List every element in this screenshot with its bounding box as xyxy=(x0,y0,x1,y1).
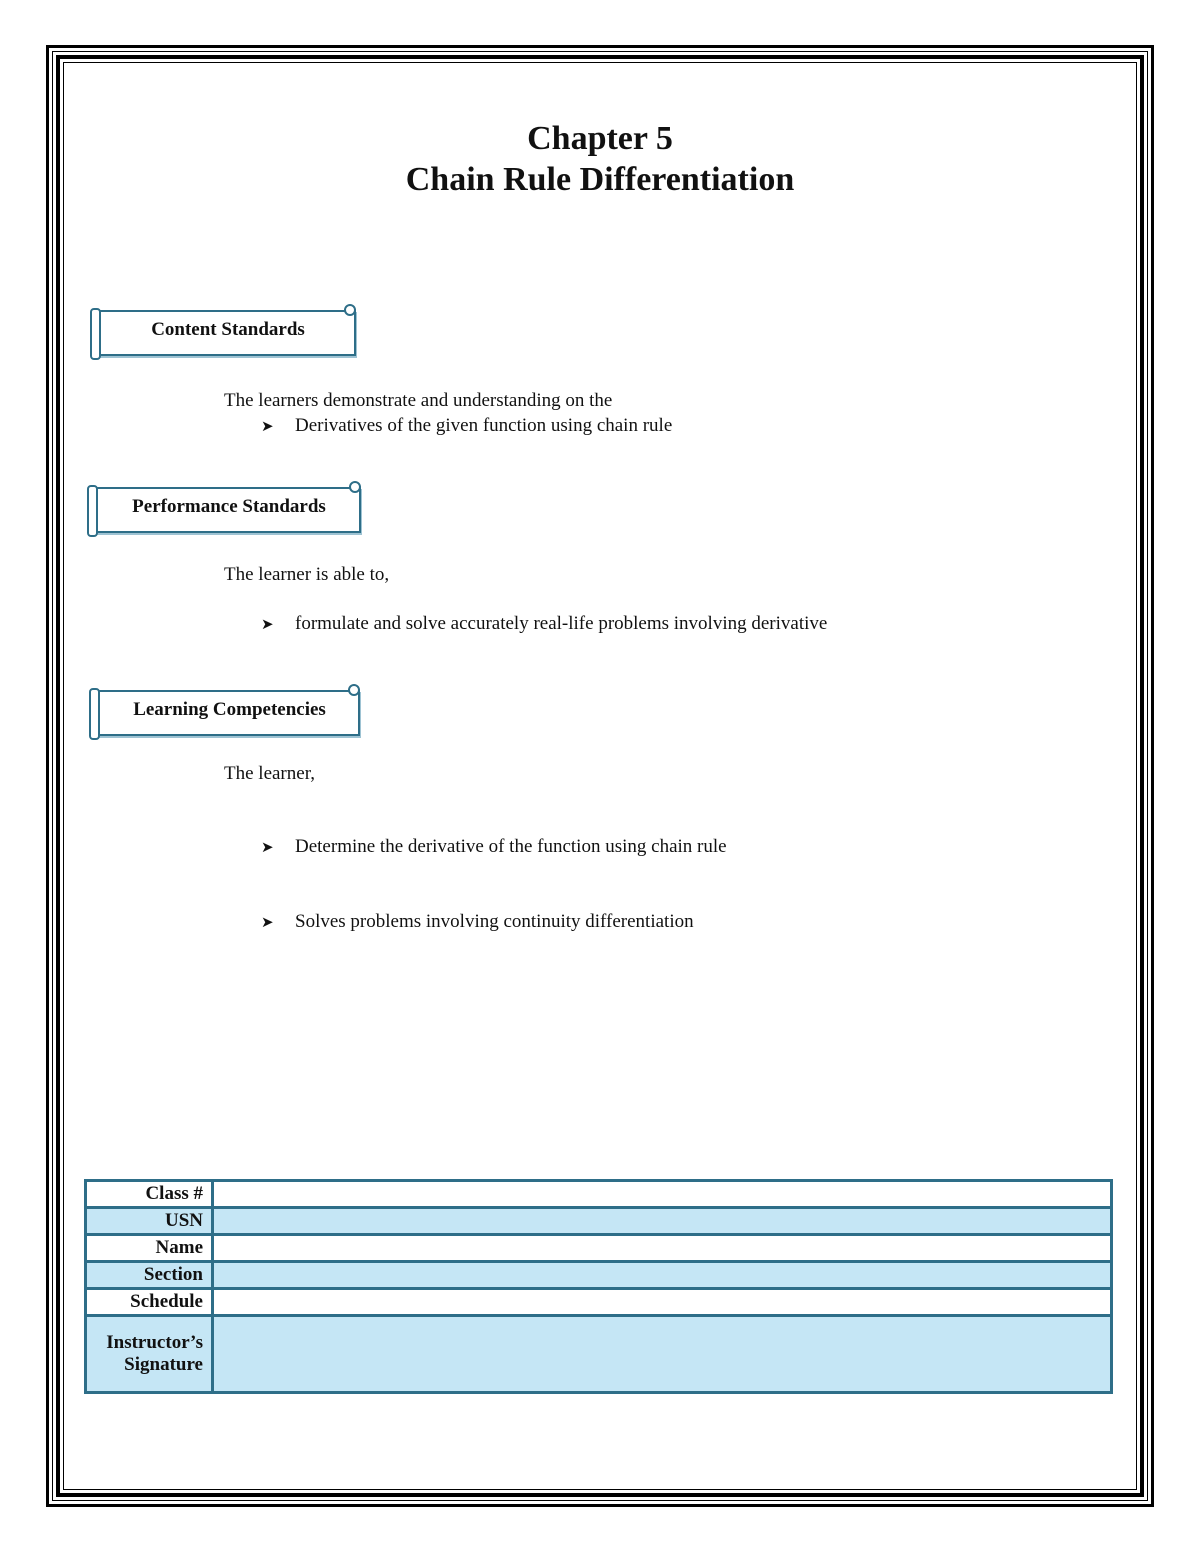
instructor-signature-label-line1: Instructor’s xyxy=(106,1332,203,1353)
performance-standards-intro: The learner is able to, xyxy=(224,564,390,585)
list-item xyxy=(261,835,727,860)
content-standards-banner xyxy=(90,304,356,360)
scroll-curl-top xyxy=(344,304,356,316)
section-field[interactable] xyxy=(213,1262,1112,1289)
arrow-bullet-icon: ➤ xyxy=(261,915,274,931)
arrow-bullet-icon: ➤ xyxy=(261,840,274,856)
table-row xyxy=(86,1235,1112,1262)
table-row xyxy=(86,1289,1112,1316)
list-item xyxy=(261,612,827,637)
content-standards-heading: Content Standards xyxy=(151,319,305,340)
schedule-field[interactable] xyxy=(213,1289,1112,1316)
bullet-text: Solves problems involving continuity differentiation xyxy=(295,911,694,932)
usn-label: USN xyxy=(86,1208,213,1235)
scroll-curl-top xyxy=(349,481,361,493)
instructor-signature-label-line2: Signature xyxy=(124,1354,203,1375)
table-row xyxy=(86,1262,1112,1289)
bullet-text: Derivatives of the given function using chain rule xyxy=(295,415,673,436)
bullet-text: formulate and solve accurately real-life problems involving derivative xyxy=(295,613,828,634)
list-item xyxy=(261,910,694,935)
bullet-text: Determine the derivative of the function using chain rule xyxy=(295,836,727,857)
arrow-bullet-icon: ➤ xyxy=(261,419,274,435)
scroll-curl-top xyxy=(348,684,360,696)
arrow-bullet-icon: ➤ xyxy=(261,617,274,633)
table-row xyxy=(86,1181,1112,1208)
learning-competencies-banner xyxy=(89,684,360,740)
performance-standards-banner xyxy=(87,481,361,537)
schedule-label: Schedule xyxy=(86,1289,213,1316)
instructor-signature-label xyxy=(86,1316,213,1393)
chapter-number: Chapter 5 xyxy=(527,120,673,157)
usn-field[interactable] xyxy=(213,1208,1112,1235)
performance-standards-heading: Performance Standards xyxy=(132,496,326,517)
name-label: Name xyxy=(86,1235,213,1262)
section-label: Section xyxy=(86,1262,213,1289)
student-info-table xyxy=(84,1179,1113,1394)
class-number-label: Class # xyxy=(86,1181,213,1208)
table-row xyxy=(86,1208,1112,1235)
class-number-field[interactable] xyxy=(213,1181,1112,1208)
instructor-signature-field[interactable] xyxy=(213,1316,1112,1393)
name-field[interactable] xyxy=(213,1235,1112,1262)
list-item xyxy=(261,414,672,439)
content-standards-intro: The learners demonstrate and understanding on the xyxy=(224,390,613,411)
learning-competencies-heading: Learning Competencies xyxy=(133,699,326,720)
chapter-title: Chain Rule Differentiation xyxy=(405,161,795,198)
table-row xyxy=(86,1316,1112,1393)
learning-competencies-intro: The learner, xyxy=(224,763,316,784)
